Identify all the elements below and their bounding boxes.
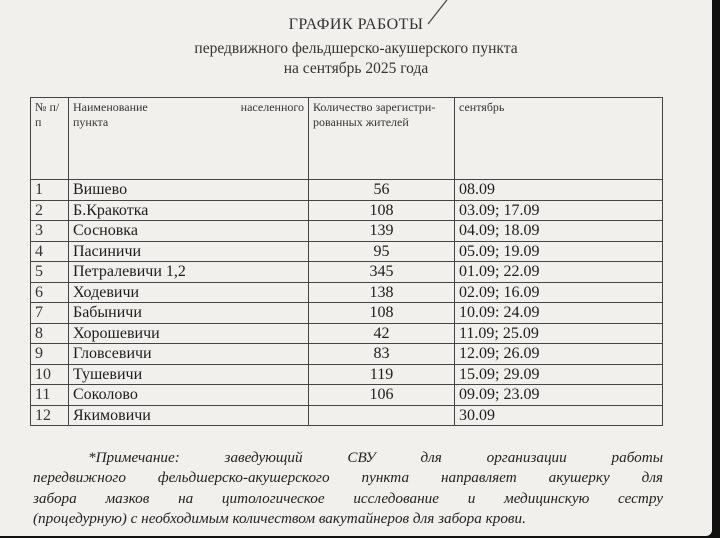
cell-count: 83	[309, 344, 455, 365]
header-name-right: населенного	[240, 100, 304, 114]
cell-count: 345	[309, 262, 455, 283]
cell-name: Петралевичи 1,2	[69, 262, 309, 283]
cell-name: Тушевичи	[69, 364, 309, 385]
cell-dates: 10.09: 24.09	[455, 303, 663, 324]
cell-num: 10	[31, 364, 69, 385]
cell-num: 11	[31, 385, 69, 406]
cell-dates: 02.09; 16.09	[455, 282, 663, 303]
table-row	[31, 385, 663, 406]
table-row	[31, 200, 663, 221]
cell-num: 1	[31, 180, 69, 201]
footnote-line: *Примечание: заведующий СВУ для организации работы	[88, 449, 663, 466]
cell-dates: 11.09; 25.09	[455, 323, 663, 344]
cell-dates: 12.09; 26.09	[455, 344, 663, 365]
cell-num: 6	[31, 282, 69, 303]
cell-count: 108	[309, 200, 455, 221]
cell-num: 9	[31, 344, 69, 365]
cell-dates: 30.09	[455, 405, 663, 426]
cell-name: Якимовичи	[69, 405, 309, 426]
header-name-line2: пункта	[73, 115, 109, 129]
header-name-left: Наименование	[73, 100, 148, 114]
cell-name: Пасиничи	[69, 241, 309, 262]
table-row	[31, 364, 663, 385]
table-row	[31, 323, 663, 344]
cell-num: 2	[31, 200, 69, 221]
cell-name: Ходевичи	[69, 282, 309, 303]
cell-count: 56	[309, 180, 455, 201]
cell-name: Соколово	[69, 385, 309, 406]
cell-count: 139	[309, 221, 455, 242]
table-row	[31, 303, 663, 324]
cell-dates: 08.09	[455, 180, 663, 201]
cell-num: 8	[31, 323, 69, 344]
cell-name: Бабыничи	[69, 303, 309, 324]
footnote-line: забора мазков на цитологическое исследование и медицинскую сестру	[33, 489, 663, 507]
cell-dates: 05.09; 19.09	[455, 241, 663, 262]
schedule-table	[30, 97, 663, 426]
footnote-line: (процедурную) с необходимым количеством вакутайнеров для забора крови.	[33, 509, 526, 527]
document-period: на сентябрь 2025 года	[283, 60, 429, 77]
cell-num: 4	[31, 241, 69, 262]
cell-dates: 03.09; 17.09	[455, 200, 663, 221]
header-month: сентябрь	[455, 98, 663, 180]
header-name	[69, 98, 309, 180]
cell-name: Хорошевичи	[69, 323, 309, 344]
cell-dates: 04.09; 18.09	[455, 221, 663, 242]
table-row	[31, 405, 663, 426]
cell-count: 106	[309, 385, 455, 406]
cell-count: 138	[309, 282, 455, 303]
header-num: № п/п	[31, 98, 69, 180]
table-row	[31, 262, 663, 283]
cell-name: Б.Кракотка	[69, 200, 309, 221]
cell-dates: 15.09; 29.09	[455, 364, 663, 385]
cell-name: Гловсевичи	[69, 344, 309, 365]
table-header-row	[31, 98, 663, 180]
cell-dates: 01.09; 22.09	[455, 262, 663, 283]
cell-num: 12	[31, 405, 69, 426]
document-subtitle: передвижного фельдшерско-акушерского пункта	[194, 40, 518, 57]
cell-num: 5	[31, 262, 69, 283]
table-row	[31, 180, 663, 201]
header-count: Количество зарегистри-рованных жителей	[309, 98, 455, 180]
cell-count: 95	[309, 241, 455, 262]
cell-num: 3	[31, 221, 69, 242]
footnote	[33, 448, 663, 529]
cell-count	[309, 405, 455, 426]
cell-name: Вишево	[69, 180, 309, 201]
table-row	[31, 221, 663, 242]
cell-count: 119	[309, 364, 455, 385]
cell-dates: 09.09; 23.09	[455, 385, 663, 406]
cell-count: 108	[309, 303, 455, 324]
cell-count: 42	[309, 323, 455, 344]
cell-name: Сосновка	[69, 221, 309, 242]
document-title: ГРАФИК РАБОТЫ	[288, 16, 424, 33]
table-row	[31, 282, 663, 303]
table-row	[31, 344, 663, 365]
cell-num: 7	[31, 303, 69, 324]
footnote-line: передвижного фельдшерско-акушерского пункта направляет акушерку для	[33, 469, 663, 487]
table-row	[31, 241, 663, 262]
